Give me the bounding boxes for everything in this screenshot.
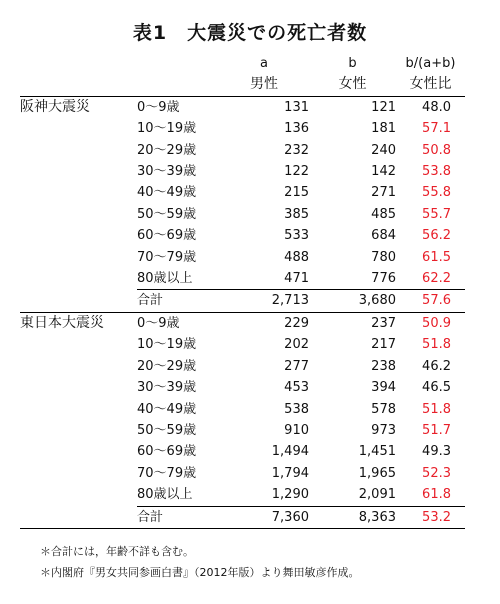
age-label: 40～49歳 xyxy=(137,185,197,201)
male-count: 910 xyxy=(284,422,309,438)
female-ratio: 62.2 xyxy=(422,271,451,287)
female-count: 973 xyxy=(371,422,396,438)
female-count: 2,091 xyxy=(358,487,396,503)
female-ratio: 50.8 xyxy=(422,142,451,158)
age-label: 70～79歳 xyxy=(137,249,197,265)
table-row xyxy=(20,96,465,118)
female-count: 142 xyxy=(371,164,396,180)
age-label: 0～9歳 xyxy=(137,96,219,118)
male-count: 1,290 xyxy=(271,487,309,503)
footnote: ＊内閣府『男女共同参画白書』（2012年版）より舞田敏彦作成。 xyxy=(40,566,360,579)
group-name: 阪神大震災 xyxy=(20,96,137,312)
female-ratio: 57.1 xyxy=(422,121,451,137)
female-count: 1,965 xyxy=(358,465,396,481)
age-label: 50～59歳 xyxy=(137,422,197,438)
female-count: 394 xyxy=(371,380,396,396)
female-ratio: 55.7 xyxy=(422,206,451,222)
female-count: 271 xyxy=(371,185,396,201)
age-label: 40～49歳 xyxy=(137,401,197,417)
female-count: 485 xyxy=(371,206,396,222)
female-count: 217 xyxy=(371,337,396,353)
table-title: 表1 大震災での死亡者数 xyxy=(132,22,368,44)
female-ratio: 50.9 xyxy=(396,312,465,334)
female-ratio: 46.2 xyxy=(422,358,451,374)
female-count: 121 xyxy=(309,96,396,118)
total-label: 合計 xyxy=(137,290,219,312)
female-header: 女性 xyxy=(338,76,367,93)
age-label: 30～39歳 xyxy=(137,164,197,180)
female-code-header: b xyxy=(348,56,357,71)
age-label: 30～39歳 xyxy=(137,380,197,396)
male-count: 277 xyxy=(284,358,309,374)
female-total: 8,363 xyxy=(309,506,396,528)
total-label: 合計 xyxy=(137,506,219,528)
female-ratio: 46.5 xyxy=(422,380,451,396)
female-ratio: 48.0 xyxy=(396,96,465,118)
age-label: 20～29歳 xyxy=(137,358,197,374)
female-total: 3,680 xyxy=(309,290,396,312)
female-ratio: 51.8 xyxy=(422,337,451,353)
age-label: 20～29歳 xyxy=(137,142,197,158)
male-count: 215 xyxy=(284,185,309,201)
male-count: 131 xyxy=(219,96,309,118)
male-count: 136 xyxy=(284,121,309,137)
male-count: 229 xyxy=(219,312,309,334)
female-ratio: 53.8 xyxy=(422,164,451,180)
male-count: 122 xyxy=(284,164,309,180)
male-count: 1,794 xyxy=(271,465,309,481)
male-count: 453 xyxy=(284,380,309,396)
header-code-row xyxy=(20,53,465,74)
female-count: 238 xyxy=(371,358,396,374)
age-label: 60～69歳 xyxy=(137,444,197,460)
female-count: 578 xyxy=(371,401,396,417)
footnotes xyxy=(40,541,360,583)
age-label: 10～19歳 xyxy=(137,337,197,353)
female-ratio: 51.7 xyxy=(422,422,451,438)
ratio-total: 57.6 xyxy=(396,290,465,312)
female-ratio: 52.3 xyxy=(422,465,451,481)
group-name: 東日本大震災 xyxy=(20,312,137,528)
ratio-header: 女性比 xyxy=(409,76,452,93)
male-code-header: a xyxy=(260,56,268,71)
age-label: 50～59歳 xyxy=(137,206,197,222)
age-label: 80歳以上 xyxy=(137,271,193,287)
female-count: 181 xyxy=(371,121,396,137)
female-count: 776 xyxy=(371,271,396,287)
ratio-code-header: b/(a+b) xyxy=(405,56,456,71)
female-ratio: 61.8 xyxy=(422,487,451,503)
ratio-total: 53.2 xyxy=(396,506,465,528)
male-total: 2,713 xyxy=(219,290,309,312)
female-ratio: 49.3 xyxy=(422,444,451,460)
female-count: 240 xyxy=(371,142,396,158)
male-count: 488 xyxy=(284,249,309,265)
male-count: 538 xyxy=(284,401,309,417)
female-ratio: 51.8 xyxy=(422,401,451,417)
female-count: 780 xyxy=(371,249,396,265)
age-label: 10～19歳 xyxy=(137,121,197,137)
deaths-table xyxy=(20,53,465,529)
age-label: 80歳以上 xyxy=(137,487,193,503)
male-total: 7,360 xyxy=(219,506,309,528)
age-label: 60～69歳 xyxy=(137,228,197,244)
female-ratio: 56.2 xyxy=(422,228,451,244)
male-count: 533 xyxy=(284,228,309,244)
male-count: 385 xyxy=(284,206,309,222)
male-count: 471 xyxy=(284,271,309,287)
age-label: 0～9歳 xyxy=(137,312,219,334)
header-label-row xyxy=(20,74,465,96)
female-ratio: 61.5 xyxy=(422,249,451,265)
female-count: 237 xyxy=(309,312,396,334)
female-count: 1,451 xyxy=(358,444,396,460)
male-header: 男性 xyxy=(250,76,278,93)
male-count: 202 xyxy=(284,337,309,353)
table-row xyxy=(20,312,465,334)
male-count: 232 xyxy=(284,142,309,158)
footnote: ＊合計には，年齢不詳も含む。 xyxy=(40,545,194,558)
male-count: 1,494 xyxy=(271,444,309,460)
age-label: 70～79歳 xyxy=(137,465,197,481)
female-count: 684 xyxy=(371,228,396,244)
female-ratio: 55.8 xyxy=(422,185,451,201)
